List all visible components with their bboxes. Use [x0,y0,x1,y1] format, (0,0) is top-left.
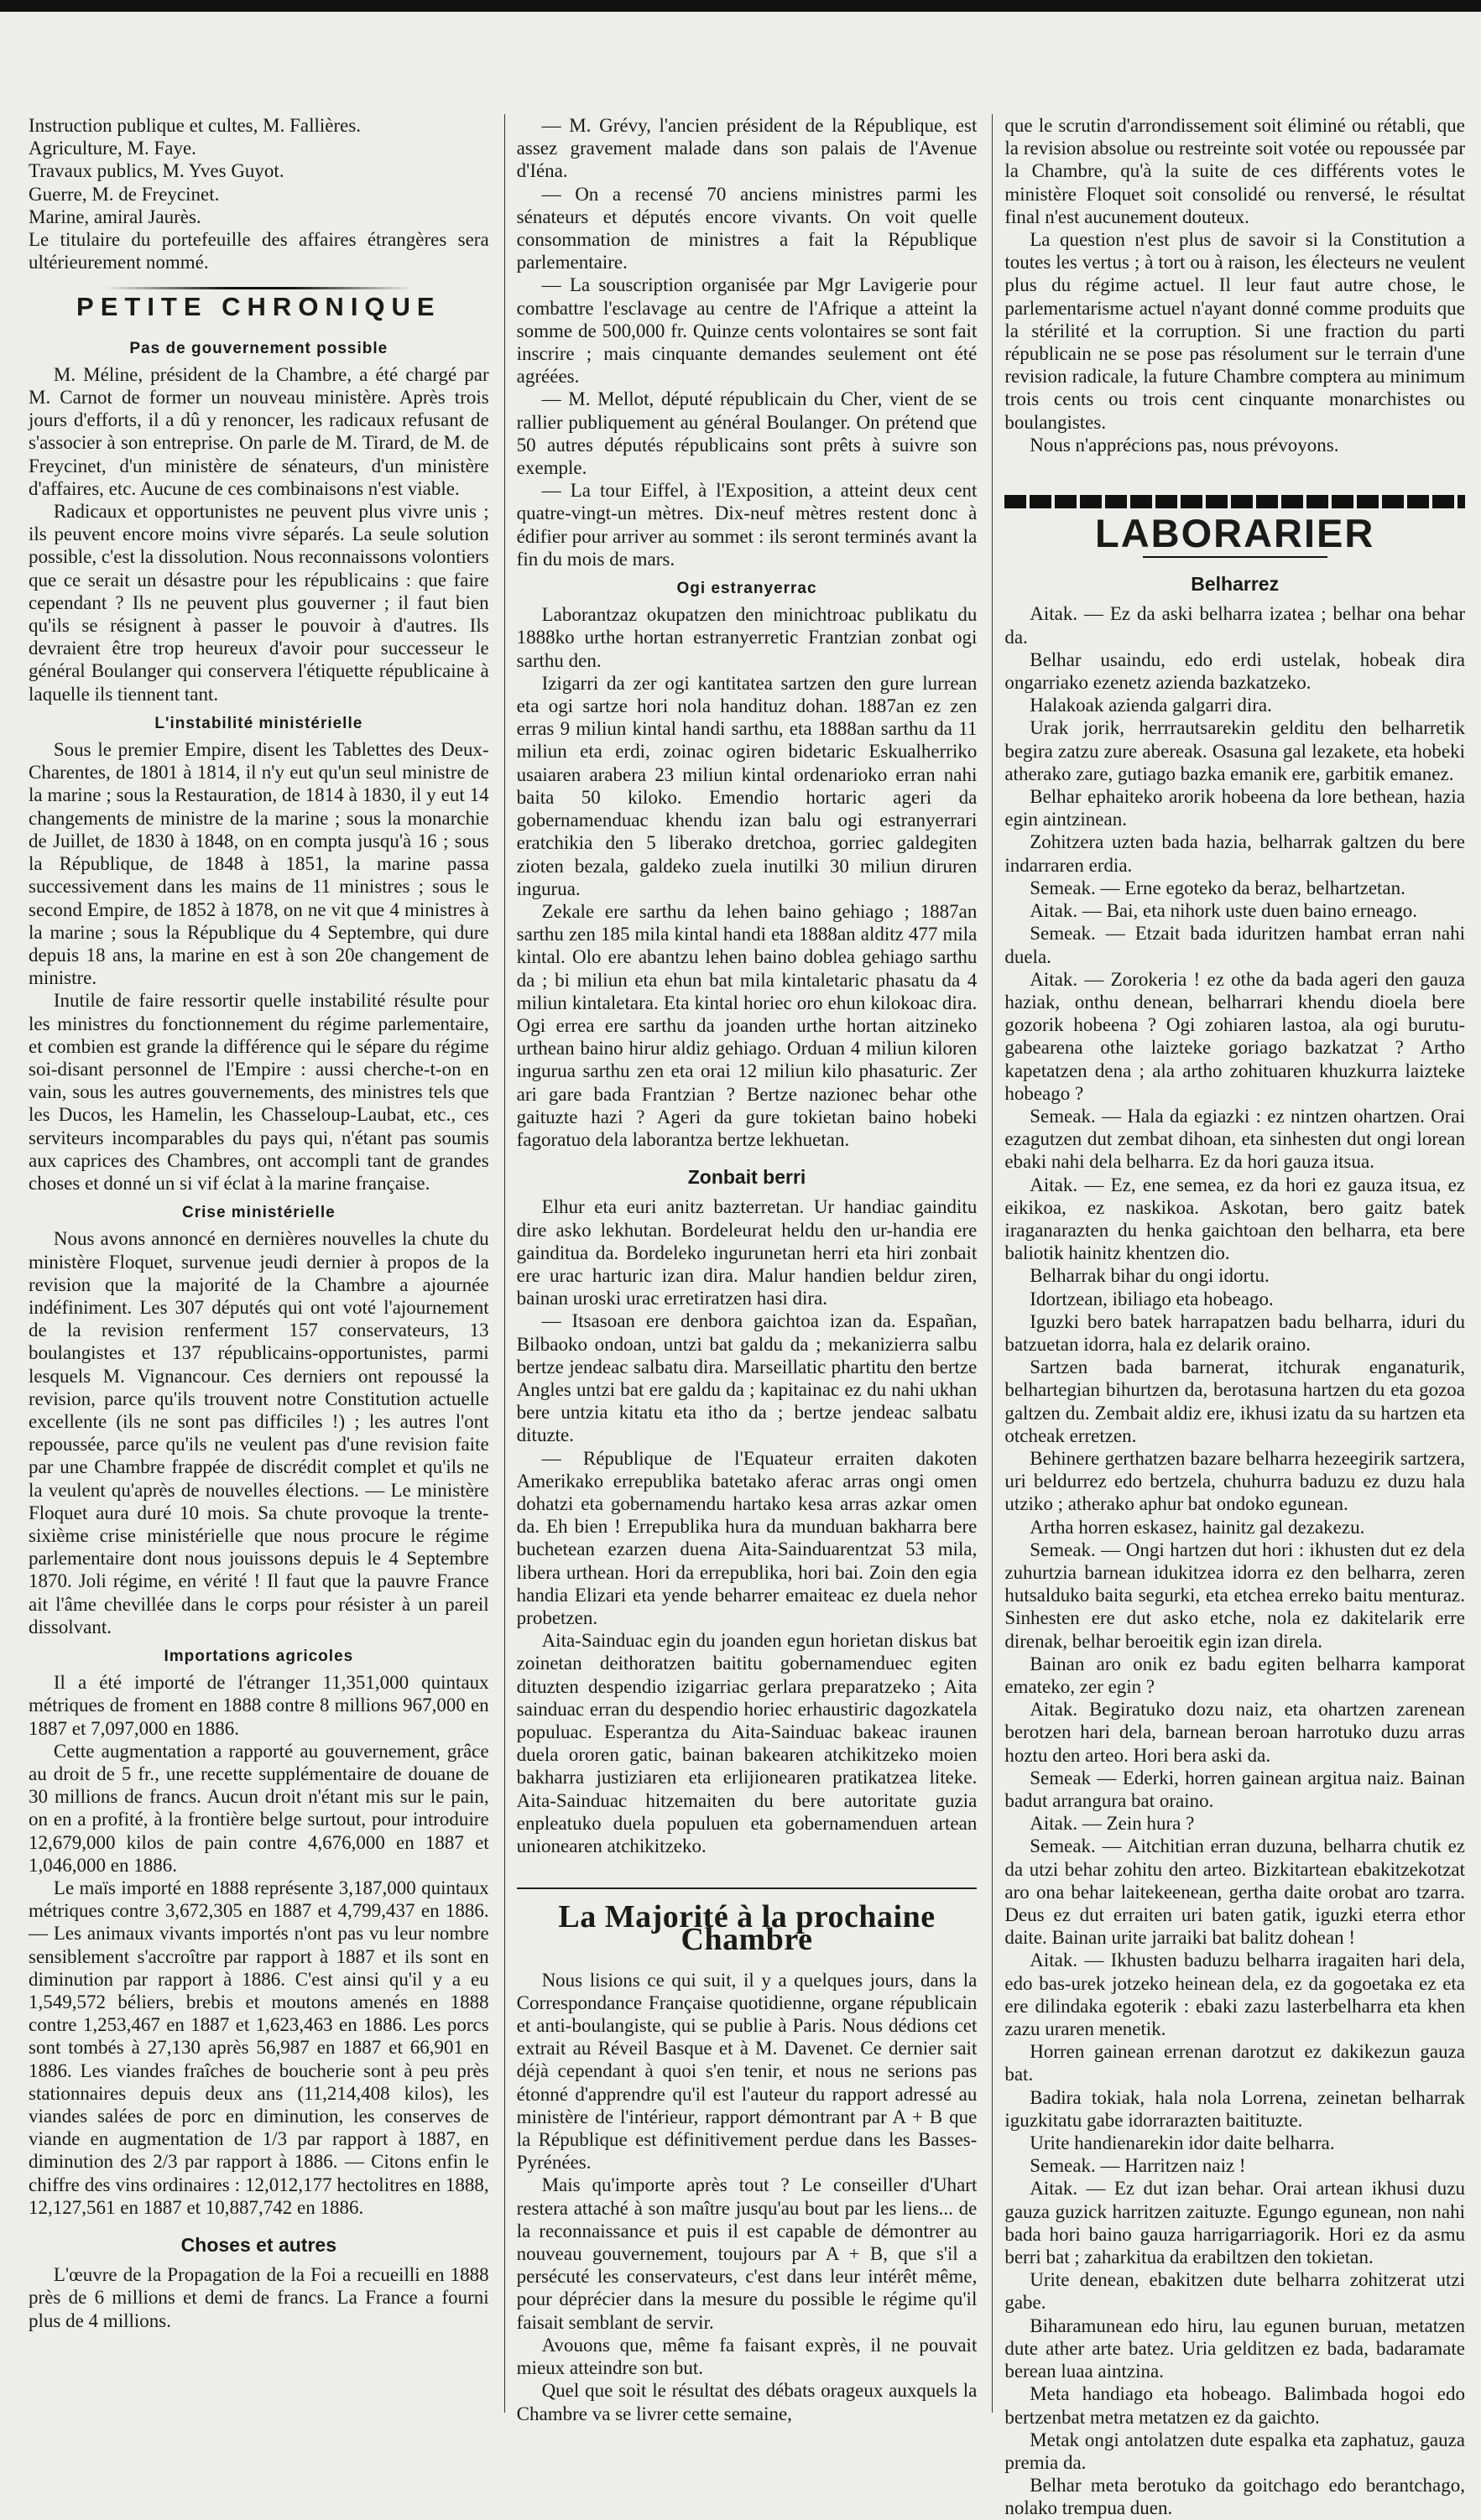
subsection-title: Belharrez [1191,573,1280,596]
subsection-title: Zonbait berri [687,1166,806,1189]
paragraph: Inutile de faire ressortir quelle instabilité résulte pour les ministres du fonctionnement du régime parlementaire, et combien est grande la différence qui le sépare du régime soi-disant personnel de l'Empire : aussi cherche-t-on en vain, sous les autres gouvernements, des ministres tels que les Ducos, les Hamelin, les Chasseloup-Laubat, etc., ces serviteurs incomparables du pays qui, n'étant pas soumis aux caprices des Chambres, ont accompli tant de grandes choses et donné un si vif éclat à la marine française. [29,990,489,1194]
dialogue-line: Halakoak azienda galgarri dira. [1030,695,1272,716]
dialogue-line: Idortzean, ibiliago eta hobeago. [1030,1288,1274,1309]
dialogue-line: Urite handienarekin idor daite belharra. [1030,2132,1335,2154]
section-rule [1004,495,1465,508]
dialogue-line: Zohitzera uzten bada hazia, belharrak galtzen du bere indarraren erdia. [1004,831,1466,876]
subsection-title: Pas de gouvernement possible [129,339,389,357]
subsection-title: L'instabilité ministérielle [154,714,363,732]
column-2 [504,114,978,2424]
subsection-title: Choses et autres [180,2234,337,2257]
list-item: Agriculture, M. Faye. [29,138,196,159]
dialogue-line: Metak ongi antolatzen dute espalka eta zaphatuz, gauza premia da. [1004,2429,1466,2473]
paragraph: Nous avons annoncé en dernières nouvelles la chute du ministère Floquet, survenue jeudi dernier à propos de la revision que la majorité de la Chambre a ajournée indéfiniment. Les 307 députés qui ont voté l'ajournement de la revision renferment 157 conservateurs, 13 boulangistes et 137 républicains-opportunistes, parmi lesquels M. Vignancour. Ces derniers ont repoussé la revision, parce qu'ils trouvent notre Constitution actuelle excellente (ils ne sont pas difficiles !) ; les autres l'ont repoussée, parce qu'ils ne veulent pas d'une revision faite par une Chambre frappée de discrédit complet et qu'ils ne la veulent qu'après de nouvelles élections. — Le ministère Floquet aura duré 10 mois. Sa chute provoque la trente-sixième crise ministérielle que nous procure le régime parlementaire dont nous jouissons depuis le 4 Septembre 1870. Joli régime, en vérité ! Il faut que la pauvre France ait l'âme chevillée dans le corps pour résister à un pareil dissolvant. [29,1228,489,1637]
dialogue-line: Semeak. — Aitchitian erran duzuna, belharra chutik ez da utzi behar zohitu den arteo. Bizkitartean ebakitzekotzat aro ona behar laitekeenean, gertha daite orobat aro tzarra. Deus ez dut erraiten uri baten gatik, iguzki eterra ethor daite. Bainan urite jarraiki bat balitz dohean ! [1004,1835,1466,1949]
dialogue-line: Aitak. — Ikhusten baduzu belharra iragaiten hari dela, edo bas-urek jotzeko heinean dela, ez da gogoetaka ez eta ere dilindaka egoterik : ebaki zazu lasterbelharra eta khen zazu uraren menetik. [1004,1950,1466,2040]
dialogue-line: Artha horren eskasez, hainitz gal dezakezu. [1030,1516,1365,1538]
subsection-title: Crise ministérielle [181,1204,336,1222]
paragraph: — Itsasoan ere denbora gaichtoa izan da. Españan, Bilbaoko ondoan, untzi bat galdu da ; mekanizierra salbu bertze jendeac salbatu dira. Marseillatic phartitu den bertze Angles untzi bat ere galdu da ; kapitainac ez du nahi ukhan bere untzia kitatu eta itho da ; bertze jendeac salbatu dituzte. [516,1310,978,1446]
section-title-laborarier: LABORARIER [1004,522,1465,558]
dialogue-line: Bainan aro onik ez badu egiten belharra kamporat emateko, zer egin ? [1004,1653,1466,1697]
dialogue-line: Semeak. — Etzait bada iduritzen hambat erran nahi duela. [1004,923,1466,967]
paragraph: Avouons que, même fa faisant exprès, il ne pouvait mieux atteindre son but. [516,2334,978,2379]
news-item: — M. Grévy, l'ancien président de la République, est assez gravement malade dans son palais de l'Avenue d'Iéna. [516,115,978,182]
dialogue-line: Semeak. — Ongi hartzen dut hori : ikhusten dut ez dela zuhurtzia barnean idukitzea idorra ez den belharra, zeren hutsalduko baita segurki, eta etchea erreko baitu menturaz. Sinhesten ere dut asko etche, nola ez dakitelarik erre direnak, belhar beroeitik egin izan direla. [1004,1539,1466,1652]
dialogue-line: Semeak. — Erne egoteko da beraz, belhartzetan. [1030,877,1405,898]
dialogue-line: Semeak. — Harritzen naiz ! [1030,2155,1246,2177]
article-title-majorite: La Majorité à la prochaine Chambre [517,1887,978,1951]
dialogue-line: Aitak. — Zorokeria ! ez othe da bada ageri den gauza haziak, onthu denean, belharrari khendu dioela bere gozorik hobeena ? Ogi zohiaren lastoa, ala ogi burutu-gabearena othe laizteke goriago bazkatzat ? Artho kapetatzen dena ; ala artho zohituaren khuzkurra laizteke hobeago ? [1004,968,1466,1104]
list-item: Travaux publics, M. Yves Guyot. [29,160,284,182]
dialogue-line: Meta handiago eta hobeago. Balimbada hogoi edo bertzenbat metra metatzen ez da gaichto. [1004,2383,1466,2428]
news-item: — La tour Eiffel, à l'Exposition, a atteint deux cent quatre-vingt-un mètres. Dix-neuf mètres restent donc à édifier pour arriver au sommet : ils seront terminés avant la fin du mois de mars. [516,480,978,570]
dialogue-line: Biharamunean edo hiru, lau egunen buruan, metatzen dute ather arte batez. Uria gelditzen ez bada, badaramate berean luaa aintzina. [1004,2314,1466,2382]
dialogue-line: Belharrak bihar du ongi idortu. [1030,1265,1270,1287]
list-item: Instruction publique et cultes, M. Fallières. [29,115,362,136]
news-item: — La souscription organisée par Mgr Lavigerie pour combattre l'esclavage au centre de l'Afrique a atteint la somme de 500,000 fr. Quinze cents volontaires se sont fait inscrire ; mais cinquante demandes seulement ont été agréées. [516,274,978,388]
paragraph: Izigarri da zer ogi kantitatea sartzen den gure lurrean eta ogi sartze hori nola handituz dohan. 1887an ez zen erras 9 miliun kintal handi sarthu, eta 1888an sarthu da 11 miliun eta erdi, zoinac ogiren bidetaric Eskualherriko usaiaren arabera 23 miliun kintal ordenarioko erran nahi baita 50 kiloko. Emendio hortaric ageri da gobernamenduac khendu izan balu ogi estranyerrari eratchikia den 5 liberako dretchoa, gorriec galdegiten zioten bezala, galdeko zuela inutilki 30 miliun diruren ingurua. [516,672,978,899]
list-item: Guerre, M. de Freycinet. [29,183,220,205]
paragraph: M. Méline, président de la Chambre, a été chargé par M. Carnot de former un nouveau ministère. Après trois jours d'efforts, il a dû y renoncer, les radicaux refusant de s'associer à son entreprise. On parle de M. Tirard, de M. de Freycinet, d'un ministère de sénateurs, d'un ministère d'affaires, etc. Aucune de ces combinaisons n'est viable. [29,363,489,499]
paragraph: Mais qu'importe après tout ? Le conseiller d'Uhart restera attaché à son maître jusqu'au bout par les liens... de la reconnaissance et puis il est capable de démontrer au nouveau gouvernement, toujours par A + B, que s'il a persécuté les conservateurs, c'est dans leur intérêt même, pour déprécier dans la mesure du possible le régime qu'il faisait semblant de servir. [516,2174,978,2333]
paragraph: Nous lisions ce qui suit, il y a quelques jours, dans la Correspondance Française quotidienne, organe républicain et anti-boulangiste, qui se publie à Paris. Nous dédions cet extrait au Réveil Basque et à M. Davenet. Ce dernier sait déjà cependant à quoi s'en tenir, et nous ne serions pas étonné d'apprendre qu'il est l'auteur du rapport adressé au ministère de l'intérieur, rapport démontrant par A + B que la République est définitivement perdue dans les Basses-Pyrénées. [516,1969,978,2174]
section-title-chronique: PETITE CHRONIQUE [29,295,489,318]
dialogue-line: Aitak. Begiratuko dozu naiz, eta ohartzen zarenean berotzen hari dela, barnean beroan harrotuko duzu arras hoztu den arteo. Hori bera aski da. [1004,1699,1466,1766]
paragraph: Laborantzaz okupatzen den minichtroac publikatu du 1888ko urthe hortan estranyerretic Frantzian zonbat ogi sarthu den. [516,604,978,671]
dialogue-line: Iguzki bero batek harrapatzen badu belharra, iduri du batzuetan idorra, hala ez delarik oraino. [1004,1310,1466,1355]
dialogue-line: Belhar ephaiteko arorik hobeena da lore bethean, hazia egin aintzinean. [1004,786,1466,830]
paragraph: Il a été importé de l'étranger 11,351,000 quintaux métriques de froment en 1888 contre 8 millions 967,000 en 1887 et 7,097,000 en 1886. [29,1672,489,1739]
dialogue-line: Aitak. — Zein hura ? [1030,1813,1195,1835]
column-3 [992,114,1466,2519]
paragraph: Aita-Sainduac egin du joanden egun horietan diskus bat zoinetan deithoratzen baititu gobernamenduec egiten dituzten despendio izigarriac gerlara preparatzeko ; Aita sainduac erran du despendio horiec erhaustiric dagozkatela populuac. Esperantza du Aita-Sainduac bakeac iraunen duela ororen gatic, bainan bakearen atchikitzeko moien bakharra justiziaren eta erlijionearen pratikatzea liteke. Aita-Sainduac hitzemaiten du bere autoritate guzia enpleatuko duela populuen eta gobernamenduen artean unionearen atchikitzeko. [516,1630,978,1857]
dialogue-line: Aitak. — Ez dut izan behar. Orai artean ikhusi duzu gauza guzick harritzen zaituzte. Egungo egunean, non nahi bada hori baino gauza harrigarriagorik. Hori ez da asmu berri bat ; zaharkitua da erabiltzen den tokietan. [1004,2178,1466,2268]
dialogue-line: Horren gainean errenan darotzut ez dakikezun gauza bat. [1004,2041,1466,2085]
dialogue-line: Belhar usaindu, edo erdi ustelak, hobeak dira ongarriako ezenetz azienda bazkatzeko. [1004,648,1466,694]
dialogue-block [1004,602,1465,2519]
paragraph: que le scrutin d'arrondissement soit éliminé ou rétabli, que la revision absolue ou restreinte soit votée ou repoussée par la Chambre, qu'à la suite de ces différents votes le ministère Floquet soit consolidé ou renversé, le résultat final n'est aucunement douteux. [1004,115,1466,227]
top-border [0,0,1481,12]
paragraph: Quel que soit le résultat des débats orageux auxquels la Chambre va se livrer cette semaine, [516,2380,978,2424]
news-item: — On a recensé 70 anciens ministres parmi les sénateurs et députés encore vivants. On voit quelle consommation de ministres a fait la République parlementaire. [516,183,978,273]
dialogue-line: Aitak. — Bai, eta nihork uste duen baino erneago. [1030,900,1418,922]
paragraph: La question n'est plus de savoir si la Constitution a toutes les vertus ; à tort ou à raison, les électeurs ne veulent plus du régime actuel. Il leur faut autre chose, le parlementarisme actuel n'ayant donné comme produits que la stérilité et la corruption. Si une fraction du parti républicain ne se pose pas résolument sur le terrain d'une revision radicale, la future Chambre comptera au minimum trois cents ou trois cent cinquante monarchistes ou boulangistes. [1004,229,1466,433]
dialogue-line: Urite denean, ebakitzen dute belharra zohitzerat utzi gabe. [1004,2269,1466,2314]
paragraph: Zekale ere sarthu da lehen baino gehiago ; 1887an sarthu zen 185 mila kintal handi eta 1888an alditz 477 mila kintal. Olo ere abantzu lehen baino doblea gehiago sarthu da ; bi miliun eta ehun bat mila kintaletaric phasatu da 4 miliun kintaletara. Eta kintal horiec oro ehun kilokoac dira. Ogi errea ere sarthu da joanden urthe hortan aitzineko urthean baino hirur aldiz gehiago. Orduan 4 miliun kiloren ingurua sarthu zen eta orai 12 miliun kilo phasaturic. Zer ari gare bada Frantzian ? Bertze nazionec behar othe gaituzte hazi ? Ageri da gure tokietan baino hobeki fagoratuo dela laborantza bertze lekhuetan. [516,900,978,1150]
dialogue-line: Badira tokiak, hala nola Lorrena, zeinetan belharrak iguzkitatu gabe idorrarazten baitituzte. [1004,2086,1466,2131]
paragraph: Elhur eta euri anitz bazterretan. Ur handiac gainditu dire asko lekhutan. Bordeleurat heldu den ur-handia ere gainditua da. Bordeleko ingurunetan herri eta hiri zonbait ere urac harturic izan dira. Malur handien beldur ziren, bainan uroski urac erretiratzen hasi dira. [516,1196,978,1309]
dialogue-line: Semeak — Ederki, horren gainean argitua naiz. Bainan badut arrangura bat oraino. [1004,1767,1466,1812]
ministry-list [29,114,489,273]
dialogue-line: Belhar meta berotuko da goitchago edo berantchago, nolako trempua duen. [1004,2475,1466,2519]
paragraph: Cette augmentation a rapporté au gouvernement, grâce au droit de 5 fr., une recette supplémentaire de douane de 30 millions de francs. Aucun droit n'étant mis sur le pain, on en a profité, à la frontière belge surtout, pour introduire 12,679,000 kilos de pain contre 4,676,000 en 1887 et 1,046,000 en 1886. [29,1740,489,1876]
news-item: — M. Mellot, député républicain du Cher, vient de se rallier publiquement au général Boulanger. On prétend que 50 autres députés républicains sont prêts à suivre son exemple. [516,388,978,479]
column-1 [29,114,489,2413]
paragraph: Le maïs importé en 1888 représente 3,187,000 quintaux métriques contre 3,672,305 en 1887 et 4,799,437 en 1886. — Les animaux vivants importés n'ont pas vu leur nombre sensiblement s'accroître par rapport à 1887 et ils sont en diminution par rapport à 1886. C'est ainsi qu'il y a eu 1,549,572 béliers, brebis et moutons amenés en 1888 contre 1,253,467 en 1887 et 1,623,463 en 1886. Les porcs sont tombés à 27,130 après 56,987 en 1887 et 66,901 en 1886. Les viandes fraîches de boucherie sont à peu près stationnaires depuis deux ans (11,214,408 kilos), les viandes salées de porc en diminution, les conserves de viande en augmentation de 1/3 par rapport à 1887, en diminution des 2/3 par rapport à 1886. — Citons enfin le chiffre des vins ordinaires : 12,012,177 hectolitres en 1888, 12,127,561 en 1887 et 10,887,742 en 1886. [29,1877,489,2218]
subsection-title: Ogi estranyerrac [676,580,817,598]
dialogue-line: Behinere gerthatzen bazare belharra hezeegirik sartzera, uri beldurrez edo bertzela, chuhurra baduzu ez duzu hala utziko ; atherako aphur bat ondoko egunean. [1004,1447,1466,1515]
dialogue-line: Sartzen bada barnerat, itchurak enganaturik, belhartegian bihurtzen da, berotasuna hartzen du eta gozoa galtzen du. Zembait aldiz ere, ikhusi izatu da su hartzen eta otcheak erretzen. [1004,1356,1466,1446]
list-item: Marine, amiral Jaurès. [29,206,201,227]
paragraph: Nous n'apprécions pas, nous prévoyons. [1030,434,1339,456]
dialogue-line: Aitak. — Ez, ene semea, ez da hori ez gauza itsua, ez eikikoa, ez naskikoa. Askotan, bero gaitz batek iraganarazten du henka gaichtoan den belharra, eta bere baliotik hainitz khentzen dio. [1004,1174,1466,1264]
paragraph: — République de l'Equateur erraiten dakoten Amerikako errepublika batetako aferac arras ongi omen dohatzi eta gobernamendu hartako kesa arras azkar omen da. Eh bien ! Errepublika hura da munduan bakharra bere buchetean ezarzen duena Aita-Sainduarentzat 53 mila, libera urthean. Hori da errepublika, hori bai. Zoin den egia handia Elizari eta yende beharrer emaiteac ez duela nehor probetzen. [516,1447,978,1628]
paragraph: Sous le premier Empire, disent les Tablettes des Deux-Charentes, de 1801 à 1814, il n'y eut qu'un seul ministre de la marine ; sous la Restauration, de 1814 à 1830, il y eut 14 changements de ministre de la marine ; sous la monarchie de Juillet, de 1830 à 1848, on en compta jusqu'à 16 ; sous la République, de 1848 à 1851, la marine passa successivement dans les mains de 11 ministres ; sous le second Empire, de 1852 à 1878, on ne vit que 4 ministres à la marine ; sous la République du 4 Septembre, qui dure depuis 18 ans, la marine en est à son 20e changement de ministre. [29,739,489,989]
list-item: Le titulaire du portefeuille des affaires étrangères sera ultérieurement nommé. [29,229,489,273]
subsection-title: Importations agricoles [164,1648,354,1665]
dialogue-line: Aitak. — Ez da aski belharra izatea ; belhar ona behar da. [1004,603,1466,648]
dialogue-line: Urak jorik, herrrautsarekin gelditu den belharretik begira zatzu zure abereak. Osasuna gal lezakete, eta hobeki atherako zare, gutiago bazka emanik ere, garbitik emanez. [1004,717,1466,784]
newspaper-page [29,114,1466,2519]
paragraph: L'œuvre de la Propagation de la Foi a recueilli en 1888 près de 6 millions et demi de francs. La France a fourni plus de 4 millions. [29,2264,489,2331]
dialogue-line: Semeak. — Hala da egiazki : ez nintzen ohartzen. Orai ezagutzen dut zembat dihoan, eta sinhesten dut ongi lorean ebaki nahi dela belharra. Ez da hori gauza itsua. [1004,1105,1466,1173]
paragraph: Radicaux et opportunistes ne peuvent plus vivre unis ; ils peuvent encore moins vivre séparés. La seule solution possible, c'est la dissolution. Nous reconnaissons volontiers que ce serait un désastre pour les républicains : que faire cependant ? Ils ne peuvent plus gouverner ; il faut bien qu'ils se résignent à passer le pouvoir à d'autres. Ils devraient être trop heureux d'avoir pour successeur le général Boulanger qui conservera l'étiquette républicaine à laquelle ils tiennent tant. [29,501,489,705]
